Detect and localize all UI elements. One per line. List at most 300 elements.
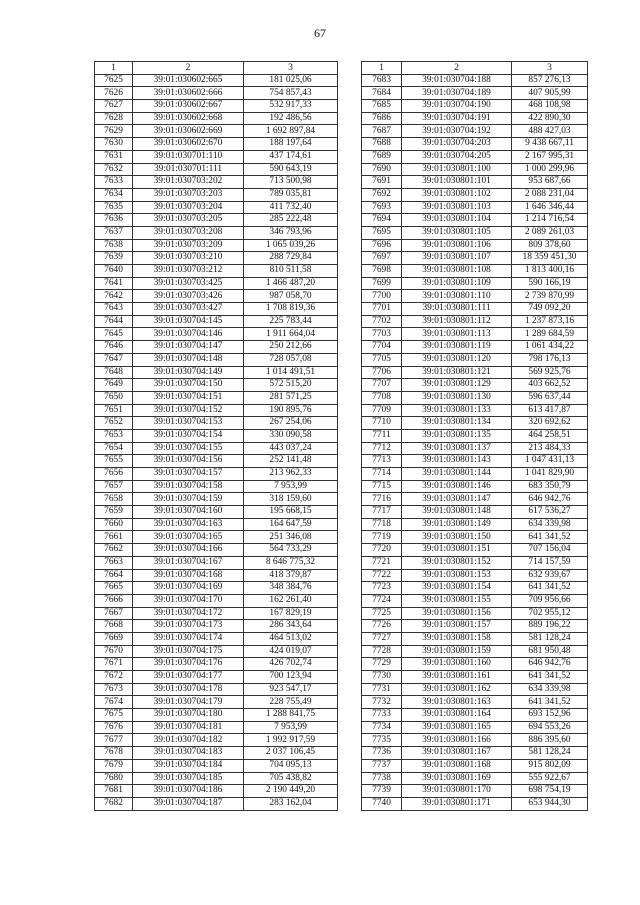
cadastral-number-cell: 39:01:030801:103 [402,201,512,214]
table-row [95,328,338,341]
row-number-cell: 7727 [362,632,402,645]
table-row [362,188,588,201]
value-cell: 443 037,24 [244,442,338,455]
row-number-cell: 7717 [362,506,402,519]
value-cell: 422 890,30 [512,112,588,125]
row-number-cell: 7720 [362,544,402,557]
row-number-cell: 7704 [362,341,402,354]
cadastral-number-cell: 39:01:030704:146 [133,328,244,341]
cadastral-number-cell: 39:01:030704:175 [133,645,244,658]
table-row [362,125,588,138]
row-number-cell: 7642 [95,290,133,303]
value-cell: 987 058,70 [244,290,338,303]
cadastral-number-cell: 39:01:030801:105 [402,226,512,239]
value-cell: 634 339,98 [512,683,588,696]
value-cell: 569 925,76 [512,366,588,379]
row-number-cell: 7667 [95,607,133,620]
table-row [95,671,338,684]
cadastral-number-cell: 39:01:030801:107 [402,252,512,265]
value-cell: 705 438,82 [244,772,338,785]
row-number-cell: 7724 [362,594,402,607]
row-number-cell: 7679 [95,759,133,772]
row-number-cell: 7738 [362,772,402,785]
table-row [95,556,338,569]
table-row [362,176,588,189]
table-row [95,518,338,531]
row-number-cell: 7680 [95,772,133,785]
row-number-cell: 7671 [95,658,133,671]
value-cell: 641 341,52 [512,531,588,544]
cadastral-number-cell: 39:01:030801:157 [402,620,512,633]
value-cell: 195 668,15 [244,506,338,519]
cadastral-number-cell: 39:01:030801:102 [402,188,512,201]
table-row [362,315,588,328]
cadastral-number-cell: 39:01:030704:151 [133,391,244,404]
table-row [362,328,588,341]
table-row [362,709,588,722]
table-row [362,341,588,354]
row-number-cell: 7705 [362,353,402,366]
row-number-cell: 7698 [362,265,402,278]
table-row [362,785,588,798]
value-cell: 411 732,40 [244,201,338,214]
header-cell: 1 [362,62,402,75]
row-number-cell: 7694 [362,214,402,227]
row-number-cell: 7665 [95,582,133,595]
row-number-cell: 7711 [362,429,402,442]
value-cell: 330 090,58 [244,429,338,442]
value-cell: 641 341,52 [512,671,588,684]
row-number-cell: 7655 [95,455,133,468]
cadastral-number-cell: 39:01:030801:130 [402,391,512,404]
row-number-cell: 7701 [362,303,402,316]
cadastral-number-cell: 39:01:030704:205 [402,150,512,163]
cadastral-number-cell: 39:01:030801:167 [402,747,512,760]
cadastral-number-cell: 39:01:030801:168 [402,759,512,772]
table-row [362,747,588,760]
table-row [95,721,338,734]
table-row [362,544,588,557]
value-cell: 288 729,84 [244,252,338,265]
value-cell: 2 089 261,03 [512,226,588,239]
cadastral-number-cell: 39:01:030704:187 [133,797,244,810]
cadastral-number-cell: 39:01:030801:160 [402,658,512,671]
table-row [362,163,588,176]
row-number-cell: 7629 [95,125,133,138]
cadastral-number-cell: 39:01:030704:189 [402,87,512,100]
value-cell: 798 176,13 [512,353,588,366]
table-row [362,734,588,747]
cadastral-number-cell: 39:01:030704:165 [133,531,244,544]
cadastral-number-cell: 39:01:030701:111 [133,163,244,176]
value-cell: 1 692 897,84 [244,125,338,138]
table-row [95,366,338,379]
cadastral-number-cell: 39:01:030602:665 [133,74,244,87]
table-row [362,226,588,239]
table-row [362,683,588,696]
row-number-cell: 7729 [362,658,402,671]
right-table-body [362,74,588,810]
value-cell: 7 953,99 [244,721,338,734]
row-number-cell: 7706 [362,366,402,379]
value-cell: 348 384,76 [244,582,338,595]
cadastral-number-cell: 39:01:030704:160 [133,506,244,519]
cadastral-number-cell: 39:01:030602:668 [133,112,244,125]
row-number-cell: 7654 [95,442,133,455]
row-number-cell: 7681 [95,785,133,798]
row-number-cell: 7677 [95,734,133,747]
value-cell: 346 793,96 [244,226,338,239]
table-row [362,201,588,214]
table-row [362,671,588,684]
row-number-cell: 7722 [362,569,402,582]
header-cell: 1 [95,62,133,75]
row-number-cell: 7686 [362,112,402,125]
row-number-cell: 7656 [95,468,133,481]
cadastral-number-cell: 39:01:030801:129 [402,379,512,392]
table-row [95,709,338,722]
cadastral-number-cell: 39:01:030704:154 [133,429,244,442]
cadastral-number-cell: 39:01:030801:151 [402,544,512,557]
table-row [95,125,338,138]
table-row [95,277,338,290]
value-cell: 915 802,09 [512,759,588,772]
cadastral-number-cell: 39:01:030801:104 [402,214,512,227]
table-row [95,759,338,772]
table-row [95,163,338,176]
value-cell: 8 646 775,32 [244,556,338,569]
row-number-cell: 7630 [95,138,133,151]
value-cell: 564 733,29 [244,544,338,557]
row-number-cell: 7647 [95,353,133,366]
row-number-cell: 7690 [362,163,402,176]
value-cell: 188 197,64 [244,138,338,151]
value-cell: 704 095,13 [244,759,338,772]
value-cell: 1 646 346,44 [512,201,588,214]
table-row [95,569,338,582]
table-row [95,239,338,252]
table-row [362,721,588,734]
cadastral-number-cell: 39:01:030704:170 [133,594,244,607]
row-number-cell: 7730 [362,671,402,684]
table-row [95,785,338,798]
value-cell: 707 156,04 [512,544,588,557]
cadastral-number-cell: 39:01:030703:427 [133,303,244,316]
cadastral-number-cell: 39:01:030801:161 [402,671,512,684]
value-cell: 923 547,17 [244,683,338,696]
row-number-cell: 7678 [95,747,133,760]
value-cell: 228 755,49 [244,696,338,709]
cadastral-number-cell: 39:01:030801:135 [402,429,512,442]
row-number-cell: 7666 [95,594,133,607]
value-cell: 488 427,03 [512,125,588,138]
value-cell: 407 905,99 [512,87,588,100]
value-cell: 693 152,96 [512,709,588,722]
value-cell: 713 500,98 [244,176,338,189]
row-number-cell: 7672 [95,671,133,684]
table-row [362,379,588,392]
value-cell: 251 346,08 [244,531,338,544]
row-number-cell: 7649 [95,379,133,392]
row-number-cell: 7726 [362,620,402,633]
row-number-cell: 7739 [362,785,402,798]
cadastral-number-cell: 39:01:030703:205 [133,214,244,227]
table-row [362,429,588,442]
cadastral-number-cell: 39:01:030801:143 [402,455,512,468]
cadastral-number-cell: 39:01:030703:210 [133,252,244,265]
cadastral-number-cell: 39:01:030703:208 [133,226,244,239]
cadastral-number-cell: 39:01:030801:111 [402,303,512,316]
value-cell: 1 708 819,36 [244,303,338,316]
table-row [362,404,588,417]
cadastral-number-cell: 39:01:030704:150 [133,379,244,392]
row-number-cell: 7725 [362,607,402,620]
table-row [362,366,588,379]
cadastral-number-cell: 39:01:030704:163 [133,518,244,531]
cadastral-number-cell: 39:01:030801:150 [402,531,512,544]
table-row [95,658,338,671]
cadastral-number-cell: 39:01:030703:203 [133,188,244,201]
table-row [362,658,588,671]
header-cell: 3 [512,62,588,75]
value-cell: 250 212,66 [244,341,338,354]
row-number-cell: 7669 [95,632,133,645]
value-cell: 532 917,33 [244,100,338,113]
value-cell: 403 662,52 [512,379,588,392]
table-row [95,226,338,239]
value-cell: 749 092,20 [512,303,588,316]
table-row [95,607,338,620]
cadastral-number-cell: 39:01:030801:156 [402,607,512,620]
table-row [362,759,588,772]
value-cell: 634 339,98 [512,518,588,531]
row-number-cell: 7712 [362,442,402,455]
value-cell: 617 536,27 [512,506,588,519]
row-number-cell: 7718 [362,518,402,531]
row-number-cell: 7664 [95,569,133,582]
table-row [362,645,588,658]
value-cell: 694 553,26 [512,721,588,734]
row-number-cell: 7703 [362,328,402,341]
table-row [95,252,338,265]
row-number-cell: 7713 [362,455,402,468]
row-number-cell: 7716 [362,493,402,506]
cadastral-number-cell: 39:01:030801:155 [402,594,512,607]
value-cell: 213 962,33 [244,468,338,481]
cadastral-number-cell: 39:01:030801:162 [402,683,512,696]
value-cell: 646 942,76 [512,658,588,671]
cadastral-number-cell: 39:01:030704:190 [402,100,512,113]
row-number-cell: 7740 [362,797,402,810]
cadastral-number-cell: 39:01:030704:166 [133,544,244,557]
row-number-cell: 7668 [95,620,133,633]
value-cell: 1 288 841,75 [244,709,338,722]
cadastral-number-cell: 39:01:030801:120 [402,353,512,366]
cadastral-number-cell: 39:01:030801:119 [402,341,512,354]
cadastral-number-cell: 39:01:030801:133 [402,404,512,417]
cadastral-number-cell: 39:01:030704:182 [133,734,244,747]
value-cell: 418 379,87 [244,569,338,582]
row-number-cell: 7699 [362,277,402,290]
cadastral-number-cell: 39:01:030704:185 [133,772,244,785]
row-number-cell: 7692 [362,188,402,201]
table-row [362,391,588,404]
value-cell: 1 992 917,59 [244,734,338,747]
value-cell: 613 417,87 [512,404,588,417]
row-number-cell: 7708 [362,391,402,404]
row-number-cell: 7693 [362,201,402,214]
value-cell: 1 289 684,59 [512,328,588,341]
row-number-cell: 7650 [95,391,133,404]
cadastral-number-cell: 39:01:030704:148 [133,353,244,366]
left-table-body [95,74,338,810]
table-row [362,303,588,316]
cadastral-number-cell: 39:01:030801:121 [402,366,512,379]
cadastral-number-cell: 39:01:030801:109 [402,277,512,290]
value-cell: 192 486,56 [244,112,338,125]
row-number-cell: 7648 [95,366,133,379]
cadastral-number-cell: 39:01:030703:212 [133,265,244,278]
row-number-cell: 7661 [95,531,133,544]
value-cell: 702 955,12 [512,607,588,620]
value-cell: 581 128,24 [512,632,588,645]
row-number-cell: 7640 [95,265,133,278]
value-cell: 464 513,02 [244,632,338,645]
table-row [362,417,588,430]
value-cell: 1 061 434,22 [512,341,588,354]
value-cell: 1 041 829,90 [512,468,588,481]
table-row [362,582,588,595]
table-row [362,74,588,87]
cadastral-number-cell: 39:01:030701:110 [133,150,244,163]
cadastral-number-cell: 39:01:030704:152 [133,404,244,417]
value-cell: 167 829,19 [244,607,338,620]
table-row [95,772,338,785]
row-number-cell: 7634 [95,188,133,201]
page-number: 67 [314,26,326,40]
table-row [362,468,588,481]
table-row [95,188,338,201]
table-row [95,74,338,87]
header-cell: 2 [402,62,512,75]
row-number-cell: 7732 [362,696,402,709]
value-cell: 286 343,64 [244,620,338,633]
table-row [362,112,588,125]
value-cell: 426 702,74 [244,658,338,671]
value-cell: 164 647,59 [244,518,338,531]
row-number-cell: 7736 [362,747,402,760]
cadastral-number-cell: 39:01:030704:192 [402,125,512,138]
table-row [362,214,588,227]
value-cell: 698 754,19 [512,785,588,798]
table-row [95,493,338,506]
row-number-cell: 7675 [95,709,133,722]
value-cell: 953 687,66 [512,176,588,189]
cadastral-number-cell: 39:01:030704:179 [133,696,244,709]
value-cell: 789 035,81 [244,188,338,201]
table-row [362,569,588,582]
cadastral-number-cell: 39:01:030704:188 [402,74,512,87]
table-row [95,176,338,189]
cadastral-number-cell: 39:01:030704:177 [133,671,244,684]
value-cell: 283 162,04 [244,797,338,810]
row-number-cell: 7653 [95,429,133,442]
cadastral-number-cell: 39:01:030801:148 [402,506,512,519]
row-number-cell: 7632 [95,163,133,176]
table-row [362,632,588,645]
table-row [95,480,338,493]
row-number-cell: 7715 [362,480,402,493]
table-row [95,797,338,810]
table-row [95,214,338,227]
row-number-cell: 7670 [95,645,133,658]
cadastral-number-cell: 39:01:030704:186 [133,785,244,798]
table-row [362,87,588,100]
table-row [362,252,588,265]
value-cell: 2 739 870,99 [512,290,588,303]
cadastral-number-cell: 39:01:030801:153 [402,569,512,582]
value-cell: 681 950,48 [512,645,588,658]
table-row [95,201,338,214]
table-row [95,734,338,747]
row-number-cell: 7695 [362,226,402,239]
value-cell: 464 258,51 [512,429,588,442]
table-row [95,544,338,557]
table-row [95,353,338,366]
row-number-cell: 7639 [95,252,133,265]
table-row [95,100,338,113]
row-number-cell: 7651 [95,404,133,417]
row-number-cell: 7636 [95,214,133,227]
table-row [362,518,588,531]
table-row [362,265,588,278]
cadastral-number-cell: 39:01:030602:667 [133,100,244,113]
row-number-cell: 7644 [95,315,133,328]
value-cell: 714 157,59 [512,556,588,569]
table-row [95,429,338,442]
row-number-cell: 7660 [95,518,133,531]
value-cell: 1 047 431,13 [512,455,588,468]
cadastral-number-cell: 39:01:030704:159 [133,493,244,506]
value-cell: 9 438 667,11 [512,138,588,151]
cadastral-number-cell: 39:01:030602:670 [133,138,244,151]
value-cell: 572 515,20 [244,379,338,392]
cadastral-number-cell: 39:01:030801:158 [402,632,512,645]
row-number-cell: 7707 [362,379,402,392]
row-number-cell: 7696 [362,239,402,252]
table-row [95,87,338,100]
cadastral-number-cell: 39:01:030801:113 [402,328,512,341]
value-cell: 1 466 487,20 [244,277,338,290]
value-cell: 1 911 664,04 [244,328,338,341]
value-cell: 190 895,76 [244,404,338,417]
table-row [362,607,588,620]
table-row [95,696,338,709]
cadastral-number-cell: 39:01:030801:152 [402,556,512,569]
cadastral-number-cell: 39:01:030704:178 [133,683,244,696]
row-number-cell: 7728 [362,645,402,658]
table-row [95,531,338,544]
cadastral-number-cell: 39:01:030801:108 [402,265,512,278]
row-number-cell: 7637 [95,226,133,239]
table-row [362,531,588,544]
row-number-cell: 7697 [362,252,402,265]
cadastral-number-cell: 39:01:030704:203 [402,138,512,151]
cadastral-number-cell: 39:01:030704:156 [133,455,244,468]
row-number-cell: 7734 [362,721,402,734]
row-number-cell: 7721 [362,556,402,569]
row-number-cell: 7702 [362,315,402,328]
